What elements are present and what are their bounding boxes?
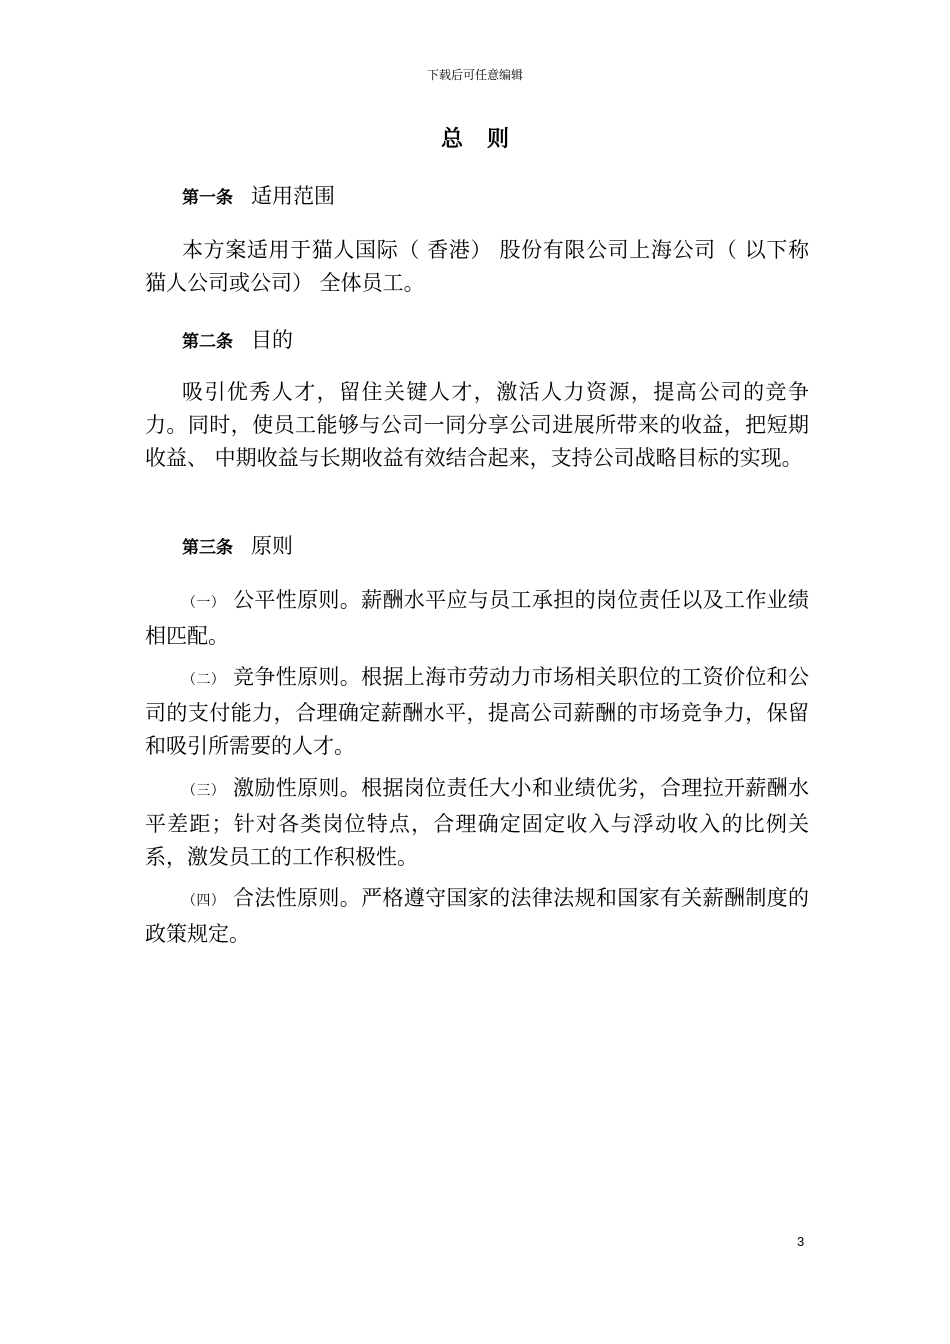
article-1-heading xyxy=(182,180,335,210)
article-3-number: 第三条 xyxy=(182,538,233,558)
page-number: 3 xyxy=(797,1234,805,1249)
principle-1-marker: （一） xyxy=(182,595,226,611)
principle-2-text: 竞争性原则。根据上海市劳动力市场相关职位的工资价位和公司的支付能力，合理确定薪酬水平，提高公司薪酬的市场竞争力，保留和吸引所需要的人才。 xyxy=(145,665,810,758)
article-1-number: 第一条 xyxy=(182,188,233,208)
principle-4 xyxy=(145,882,809,951)
article-3-heading xyxy=(182,530,293,560)
page-title: 总则 xyxy=(440,127,533,152)
principle-1 xyxy=(145,584,809,653)
article-1-body: 本方案适用于猫人国际（ 香港） 股份有限公司上海公司（ 以下称猫人公司或公司） 全体员工。 xyxy=(145,238,809,295)
principle-3 xyxy=(145,772,809,874)
article-2-body: 吸引优秀人才，留住关键人才，激活人力资源，提高公司的竞争力。同时，使员工能够与公司一同分享公司进展所带来的收益，把短期收益、 中期收益与长期收益有效结合起来，支持公司战略目标的实现。 xyxy=(145,380,809,470)
principle-2 xyxy=(145,661,809,763)
article-2-heading xyxy=(182,324,293,354)
article-2-title: 目的 xyxy=(251,328,293,352)
principle-1-text: 公平性原则。薪酬水平应与员工承担的岗位责任以及工作业绩相匹配。 xyxy=(145,588,810,648)
principle-3-text: 激励性原则。根据岗位责任大小和业绩优劣，合理拉开薪酬水平差距；针对各类岗位特点，合理确定固定收入与浮动收入的比例关系，激发员工的工作积极性。 xyxy=(145,776,810,869)
principle-2-marker: （二） xyxy=(182,672,226,688)
principle-4-text: 合法性原则。严格遵守国家的法律法规和国家有关薪酬制度的政策规定。 xyxy=(145,886,810,946)
principle-3-marker: （三） xyxy=(182,783,226,799)
article-2-number: 第二条 xyxy=(182,332,233,352)
header-note: 下载后可任意编辑 xyxy=(426,68,523,82)
article-3-title: 原则 xyxy=(251,534,293,558)
principle-4-marker: （四） xyxy=(182,893,226,909)
article-1-title: 适用范围 xyxy=(251,184,335,208)
